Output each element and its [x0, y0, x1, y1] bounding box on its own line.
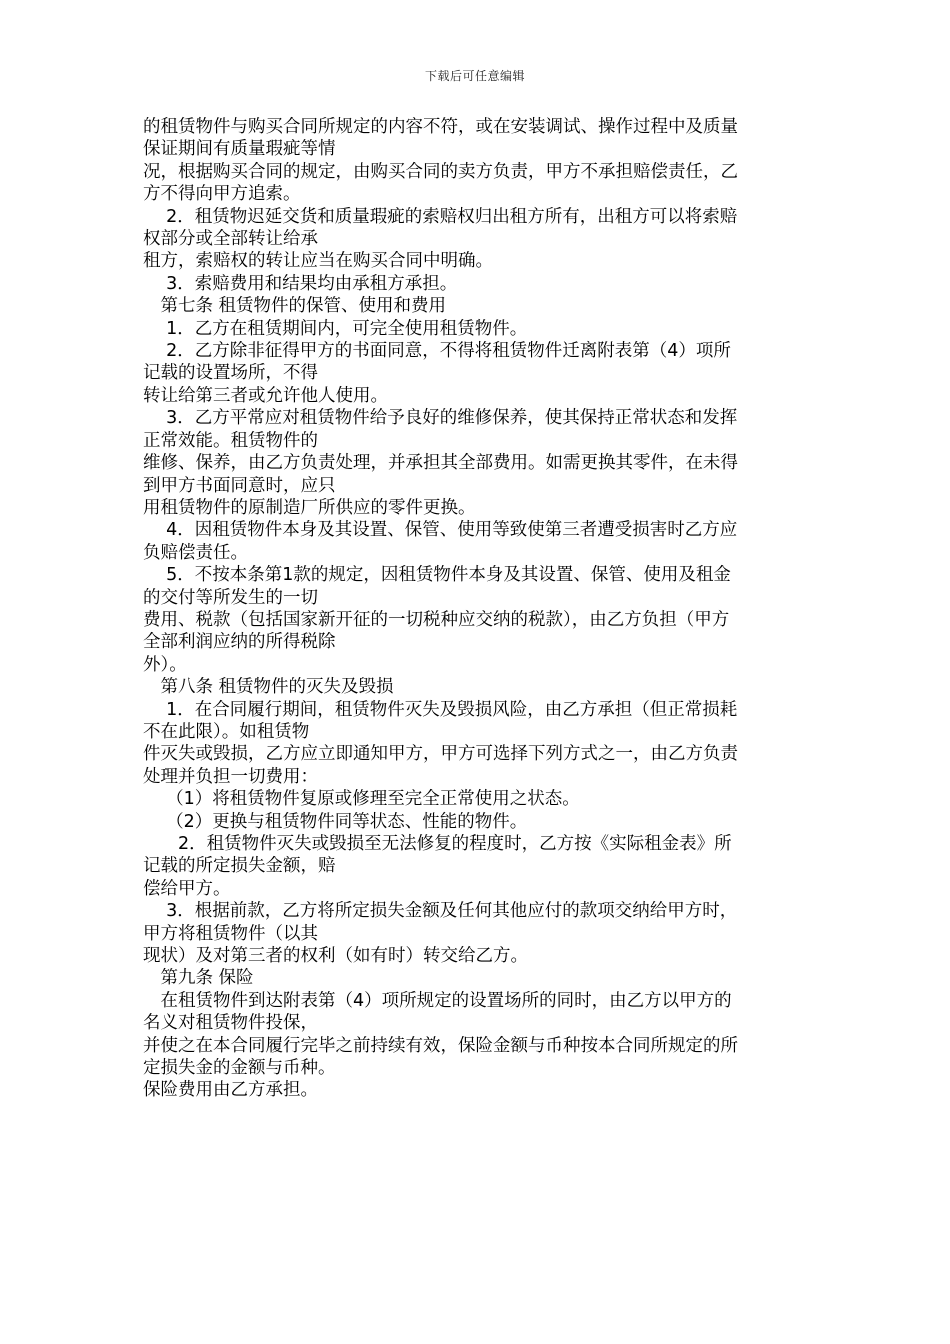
text-line: 现状）及对第三者的权利（如有时）转交给乙方。 — [143, 946, 528, 967]
text-line: 全部利润应纳的所得税除 — [143, 632, 336, 653]
text-line: 第九条 保险 — [143, 968, 254, 989]
text-line: 第八条 租赁物件的灭失及毁损 — [143, 677, 394, 698]
text-line: 4．因租赁物件本身及其设置、保管、使用等致使第三者遭受损害时乙方应 — [143, 520, 738, 541]
text-line: 并使之在本合同履行完毕之前持续有效，保险金额与币种按本合同所规定的所 — [143, 1035, 738, 1056]
text-line: 外）。 — [143, 654, 187, 675]
text-line: （1）将租赁物件复原或修理至完全正常使用之状态。 — [143, 789, 580, 810]
text-line: 用租赁物件的原制造厂所供应的零件更换。 — [143, 497, 476, 518]
text-line: 记载的所定损失金额，赔 — [143, 856, 336, 877]
page-header: 下载后可任意编辑 — [424, 69, 525, 83]
text-line: 件灭失或毁损，乙方应立即通知甲方，甲方可选择下列方式之一，由乙方负责 — [143, 744, 738, 765]
text-line: 保险费用由乙方承担。 — [143, 1080, 318, 1101]
text-line: 2．乙方除非征得甲方的书面同意，不得将租赁物件迁离附表第（4）项所 — [143, 341, 731, 362]
text-line: 的交付等所发生的一切 — [143, 587, 318, 608]
text-line: 在租赁物件到达附表第（4）项所规定的设置场所的同时，由乙方以甲方的 — [143, 990, 732, 1011]
text-line: 权部分或全部转让给承 — [143, 229, 318, 250]
text-line: 正常效能。租赁物件的 — [143, 430, 318, 451]
text-line: 况，根据购买合同的规定，由购买合同的卖方负责，甲方不承担赔偿责任，乙 — [143, 161, 738, 182]
text-line: 第七条 租赁物件的保管、使用和费用 — [143, 296, 447, 317]
text-line: 2．租赁物迟延交货和质量瑕疵的索赔权归出租方所有，出租方可以将索赔 — [143, 206, 738, 227]
text-line: 甲方将租赁物件（以其 — [143, 923, 318, 944]
text-line: 费用、税款（包括国家新开征的一切税种应交纳的税款），由乙方负担（甲方 — [143, 609, 730, 630]
document-body — [143, 116, 813, 1102]
text-line: 3．根据前款，乙方将所定损失金额及任何其他应付的款项交纳给甲方时， — [143, 901, 738, 922]
text-line: 偿给甲方。 — [143, 878, 231, 899]
text-line: 记载的设置场所，不得 — [143, 363, 318, 384]
text-line: 名义对租赁物件投保， — [143, 1013, 318, 1034]
text-line: 3．乙方平常应对租赁物件给予良好的维修保养，使其保持正常状态和发挥 — [143, 408, 738, 429]
text-line: 转让给第三者或允许他人使用。 — [143, 385, 388, 406]
text-line: 处理并负担一切费用： — [143, 766, 318, 787]
text-line: 方不得向甲方追索。 — [143, 184, 301, 205]
text-line: 2．租赁物件灭失或毁损至无法修复的程度时，乙方按《实际租金表》所 — [143, 834, 732, 854]
text-line: 3．索赔费用和结果均由承租方承担。 — [143, 273, 458, 294]
text-line: 1．在合同履行期间，租赁物件灭失及毁损风险，由乙方承担（但正常损耗 — [143, 699, 738, 720]
text-line: （2）更换与租赁物件同等状态、性能的物件。 — [143, 811, 528, 832]
text-line: 负赔偿责任。 — [143, 542, 248, 563]
text-line: 租方，索赔权的转让应当在购买合同中明确。 — [143, 251, 493, 272]
text-line: 1．乙方在租赁期间内，可完全使用租赁物件。 — [143, 318, 528, 339]
text-line: 5．不按本条第1款的规定，因租赁物件本身及其设置、保管、使用及租金 — [143, 565, 731, 586]
text-line: 保证期间有质量瑕疵等情 — [143, 139, 336, 160]
text-line: 定损失金的金额与币种。 — [143, 1058, 336, 1079]
text-line: 到甲方书面同意时，应只 — [143, 475, 336, 496]
text-line: 不在此限）。如租赁物 — [143, 721, 310, 742]
text-line: 维修、保养，由乙方负责处理，并承担其全部费用。如需更换其零件，在未得 — [143, 453, 738, 474]
text-line: 的租赁物件与购买合同所规定的内容不符，或在安装调试、操作过程中及质量 — [143, 117, 738, 137]
